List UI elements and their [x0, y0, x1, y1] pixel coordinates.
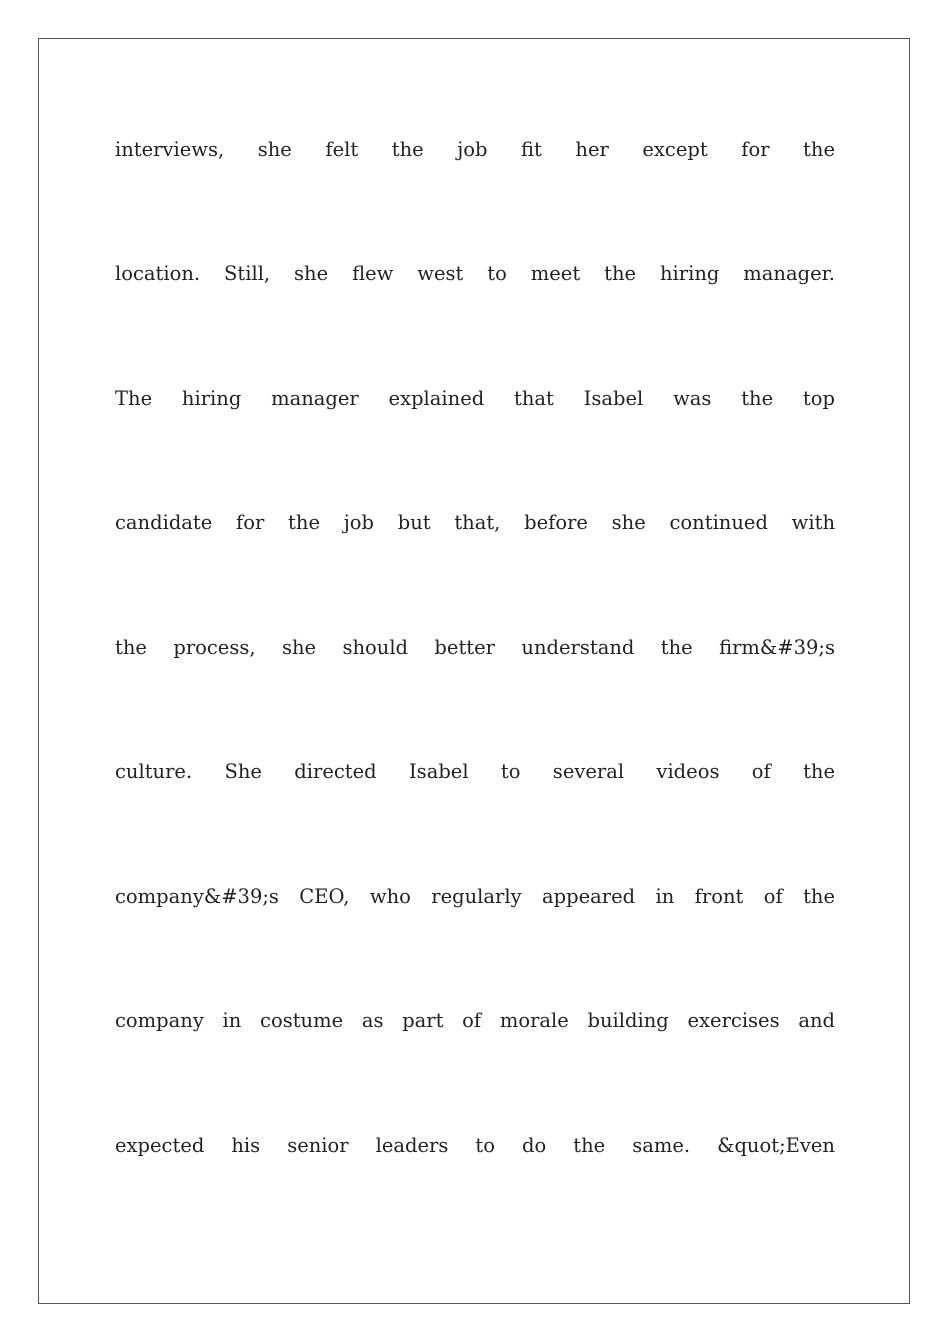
- text-line: location. Still, she flew west to meet the hiring manager.: [115, 262, 835, 285]
- text-line: company&#39;s CEO, who regularly appeared in front of the: [115, 885, 835, 908]
- text-line: candidate for the job but that, before she continued with: [115, 511, 835, 534]
- page-border: [38, 38, 910, 1304]
- text-line: interviews, she felt the job fit her except for the: [115, 138, 835, 161]
- text-line: The hiring manager explained that Isabel was the top: [115, 387, 835, 410]
- text-line: expected his senior leaders to do the same. &quot;Even: [115, 1134, 835, 1157]
- text-line: culture. She directed Isabel to several videos of the: [115, 760, 835, 783]
- text-line: the process, she should better understand the firm&#39;s: [115, 636, 835, 659]
- text-line: company in costume as part of morale building exercises and: [115, 1009, 835, 1032]
